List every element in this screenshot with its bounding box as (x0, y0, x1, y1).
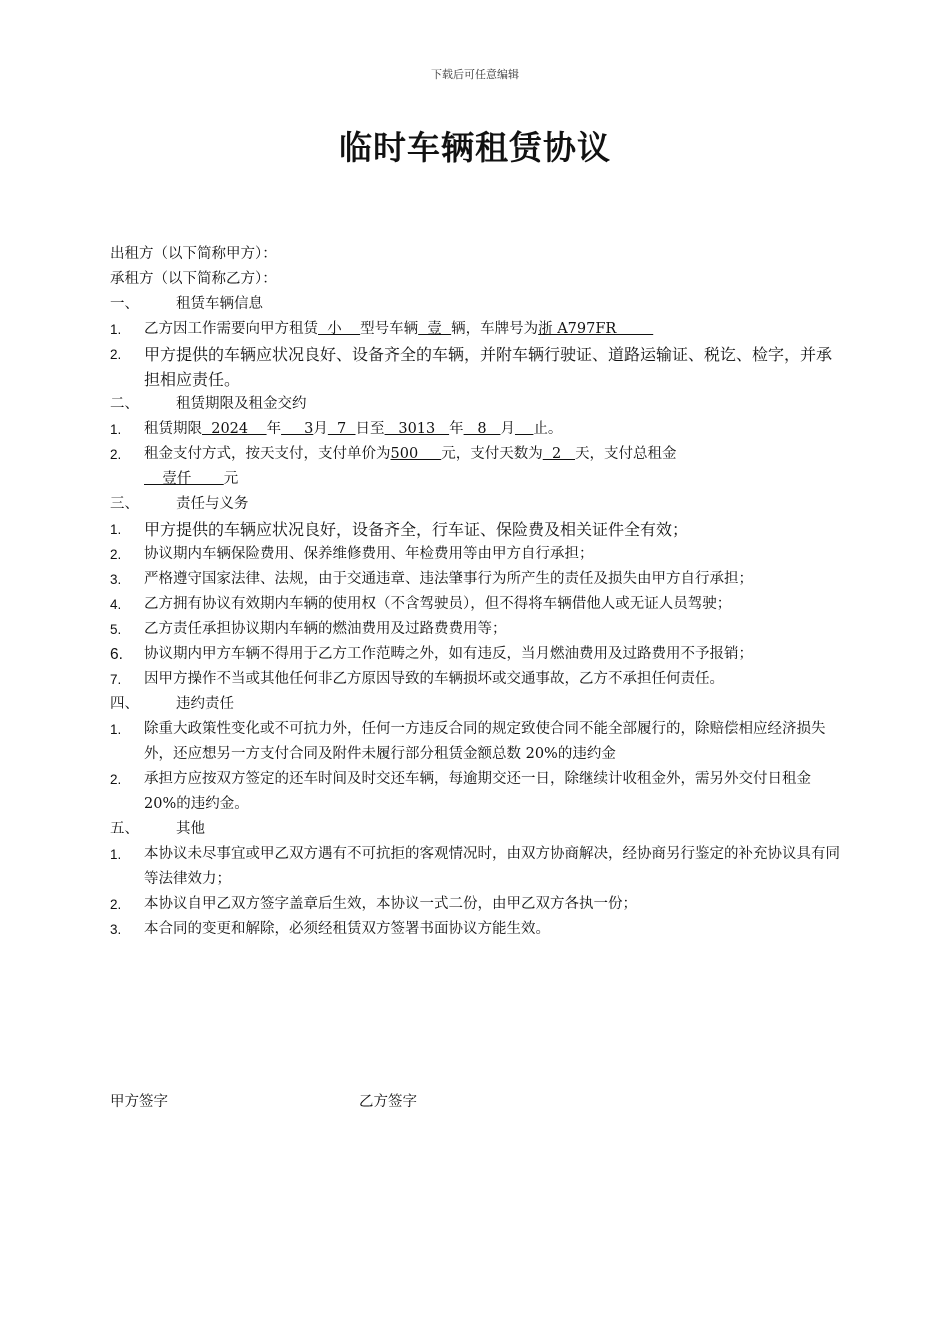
start-month-field: 3 (281, 421, 314, 437)
item-number: 2. (110, 547, 122, 562)
item-number: 6. (110, 646, 123, 663)
vehicle-type-field: 小 (318, 321, 361, 337)
text-fragment: 天，支付总租金 (575, 446, 677, 462)
item-number: 2. (110, 772, 122, 787)
section-number: 四、 (110, 696, 139, 712)
item-text: 本协议未尽事宜或甲乙双方遇有不可抗拒的客观情况时，由双方协商解决，经协商另行鉴定的补充协议具有同等法律效力； (144, 846, 840, 887)
section-number: 三、 (110, 496, 139, 512)
document-title: 临时车辆租赁协议 (339, 128, 611, 167)
lessor-line: 出租方（以下简称甲方）： (110, 246, 277, 262)
item-number: 2. (110, 447, 122, 462)
item-text: 因甲方操作不当或其他任何非乙方原因导致的车辆损坏或交通事故，乙方不承担任何责任。 (144, 671, 724, 687)
text-fragment: 乙方因工作需要向甲方租赁 (144, 321, 318, 337)
section-title: 租赁车辆信息 (176, 296, 263, 312)
section-4-heading (110, 692, 845, 717)
text-fragment: 租金支付方式，按天支付，支付单价为 (144, 446, 391, 462)
item-text: 甲方提供的车辆应状况良好，设备齐全，行车证、保险费及相关证件全有效； (144, 520, 689, 539)
item-number: 1. (110, 847, 122, 862)
section-number: 五、 (110, 821, 139, 837)
section-title: 租赁期限及租金交约 (176, 396, 307, 412)
text-fragment: 辆，车牌号为 (451, 321, 539, 337)
party-b-signature-label: 乙方签字 (359, 1094, 417, 1110)
list-item (110, 917, 845, 942)
section-number: 二、 (110, 396, 139, 412)
item-text: 甲方提供的车辆应状况良好、设备齐全的车辆，并附车辆行驶证、道路运输证、税讫、检字，并承担相应责任。 (144, 345, 833, 389)
item-text: 除重大政策性变化或不可抗力外，任何一方违反合同的规定致使合同不能全部履行的，除赔偿相应经济损失外，还应想另一方支付合同及附件未履行部分租赁金额总数 20%的违约金 (144, 721, 826, 762)
item-number: 3. (110, 922, 122, 937)
item-text: 协议期内甲方车辆不得用于乙方工作范畴之外，如有违反，当月燃油费用及过路费用不予报销； (144, 646, 753, 662)
item-text: 乙方责任承担协议期内车辆的燃油费用及过路费费用等； (144, 621, 507, 637)
text-fragment: 年 (266, 421, 282, 437)
header-note: 下载后可任意编辑 (431, 68, 519, 81)
item-number: 4. (110, 597, 122, 612)
item-text (144, 317, 845, 342)
text-fragment: 型号车辆 (360, 321, 419, 337)
end-month-field: 8 (463, 421, 501, 437)
start-year-field: 2024 (202, 421, 267, 437)
item-text: 承担方应按双方签定的还车时间及时交还车辆，每逾期交还一日，除继续计收租金外，需另外交付日租金 20%的违约金。 (144, 771, 811, 812)
list-item (110, 717, 845, 767)
list-item (110, 592, 845, 617)
section-3-heading (110, 492, 845, 517)
party-a-signature-label: 甲方签字 (110, 1094, 168, 1110)
lessee-line: 承租方（以下简称乙方）： (110, 271, 277, 287)
item-text: 严格遵守国家法律、法规，由于交通违章、违法肇事行为所产生的责任及损失由甲方自行承担； (144, 571, 753, 587)
item-text: 乙方拥有协议有效期内车辆的使用权（不含驾驶员），但不得将车辆借他人或无证人员驾驶； (144, 596, 732, 612)
text-fragment: 止。 (533, 421, 563, 437)
total-rent-field: 壹仟 (144, 471, 224, 487)
plate-number-field: 浙 A797FR (538, 321, 654, 337)
item-text (144, 442, 845, 492)
text-fragment: 元 (223, 471, 239, 487)
item-number: 1. (110, 722, 122, 737)
text-fragment: 月 (313, 421, 328, 437)
section-2-heading (110, 392, 845, 417)
document-body (110, 242, 845, 942)
section-number: 一、 (110, 296, 139, 312)
item-number: 1. (110, 522, 122, 537)
end-day-field (515, 421, 533, 437)
item-text: 本协议自甲乙双方签字盖章后生效，本协议一式二份，由甲乙双方各执一份； (144, 896, 637, 912)
list-item (110, 617, 845, 642)
text-fragment: 元，支付天数为 (441, 446, 543, 462)
section-1-heading (110, 292, 845, 317)
list-item (110, 642, 845, 667)
list-item (110, 317, 845, 342)
text-fragment: 月 (500, 421, 515, 437)
item-number: 1. (110, 322, 122, 337)
list-item (110, 892, 845, 917)
item-text: 协议期内车辆保险费用、保养维修费用、年检费用等由甲方自行承担； (144, 546, 594, 562)
item-number: 2. (110, 897, 122, 912)
list-item (110, 417, 845, 442)
list-item (110, 542, 845, 567)
section-title: 违约责任 (176, 696, 234, 712)
section-title: 责任与义务 (176, 496, 249, 512)
list-item (110, 767, 845, 817)
end-year-field: 3013 (384, 421, 450, 437)
vehicle-count-field: 壹 (418, 321, 452, 337)
list-item (110, 842, 845, 892)
item-number: 1. (110, 422, 122, 437)
item-text: 本合同的变更和解除，必须经租赁双方签署书面协议方能生效。 (144, 921, 550, 937)
item-number: 7. (110, 672, 122, 687)
days-field: 2 (542, 446, 576, 462)
text-fragment: 年 (449, 421, 464, 437)
unit-price-field: 500 (390, 446, 442, 462)
text-fragment: 租赁期限 (144, 421, 202, 437)
list-item (110, 442, 845, 492)
list-item (110, 567, 845, 592)
list-item (110, 342, 845, 392)
list-item (110, 667, 845, 692)
text-fragment: 日至 (355, 421, 385, 437)
list-item (110, 517, 845, 542)
item-number: 5. (110, 622, 122, 637)
item-number: 3. (110, 572, 122, 587)
section-title: 其他 (176, 821, 205, 837)
item-text (144, 417, 845, 442)
item-number: 2. (110, 347, 122, 362)
start-day-field: 7 (327, 421, 356, 437)
section-5-heading (110, 817, 845, 842)
